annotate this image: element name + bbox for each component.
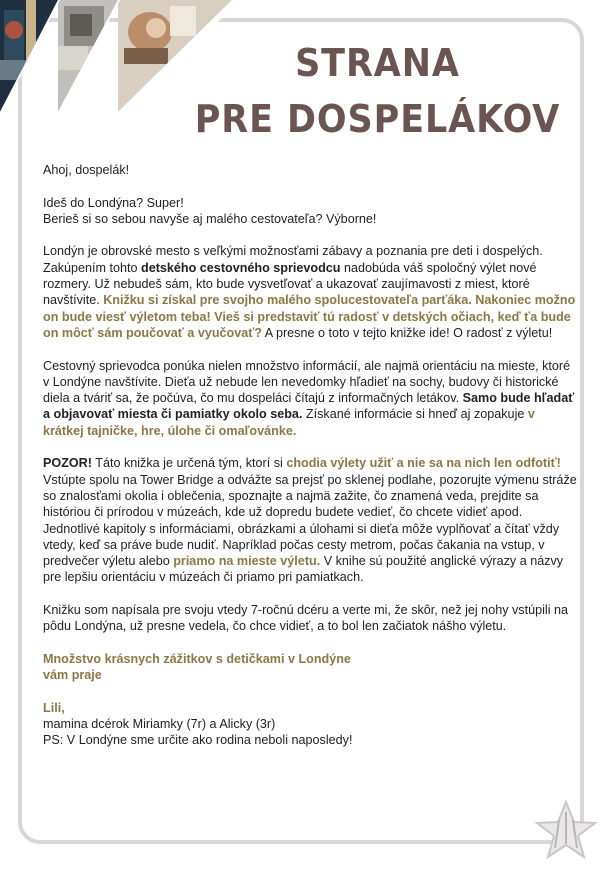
signature-name: Lili,	[43, 700, 65, 715]
text-segment: Táto knižka je určená tým, ktorí si	[91, 456, 287, 471]
closing-wish	[43, 651, 578, 684]
greeting: Ahoj, dospelák!	[43, 163, 130, 177]
letter-body	[43, 162, 578, 765]
highlight-segment: Knižku si získal pre svojho malého spolucestovateľa parťáka. Nakoniec možno on bude viesť výletom teba! Vieš si predstaviť tú radosť v detských očiach, keď ťa bude on môcť sám poučovať a vyučovať?	[43, 293, 576, 340]
text-segment: V knihe sú použité anglické výrazy a názvy pre lepšiu orientáciu v múzeách či priamo pri pamiatkach.	[43, 554, 564, 585]
paragraph-guide	[43, 358, 578, 439]
intro-line-2: Berieš si so sebou navyše aj malého cestovateľa? Výborne!	[43, 211, 377, 226]
paragraph-warning	[43, 455, 578, 585]
paragraph-intro	[43, 195, 578, 228]
warning-label: POZOR!	[43, 456, 92, 471]
page-title-line-2: PRE DOSPELÁKOV	[194, 97, 561, 141]
signature-line-1: mamina dcérok Miriamky (7r) a Alicky (3r)	[43, 717, 276, 732]
intro-line-1: Ideš do Londýna? Super!	[43, 195, 184, 210]
highlight-segment: chodia výlety užiť a nie sa na nich len odfotiť!	[286, 456, 561, 471]
highlight-segment: v krátkej tajničke, hre, úlohe či omaľovánke.	[43, 407, 535, 438]
closing-line-2: vám praje	[43, 668, 102, 683]
highlight-segment: priamo na mieste výletu.	[173, 554, 321, 569]
text-segment: Získané informácie si hneď aj zopakuje	[302, 407, 528, 422]
text-segment: Londýn je obrovské mesto s veľkými možnosťami zábavy a poznania pre deti i dospelých. Zakúpením tohto	[43, 244, 543, 275]
paragraph-london	[43, 243, 578, 341]
text-segment: Cestovný sprievodca ponúka nielen množstvo informácií, ale najmä orientáciu na mieste, ktoré v Londýne navštívite. Dieťa už nebude len nevedomky hľadieť na sochy, budovy či historické diela a tváriť sa, že počúva, čo mu dospeláci čítajú z informačných letákov.	[43, 358, 571, 406]
page-title-line-1: STRANA	[295, 41, 460, 85]
text-segment: A presne o toto v tejto knižke ide! O radosť z výletu!	[261, 325, 553, 340]
star-icon	[533, 798, 599, 864]
text-segment: nadobúda váš spoločný výlet nové rozmery. Už nebudeš sám, kto bude vysvetľovať a ukazovať zaujímavosti z miest, ktoré navštívite.	[43, 260, 537, 308]
closing-line-1: Množstvo krásnych zážitkov s detičkami v Londýne	[43, 651, 351, 666]
text-segment: Vstúpte spolu na Tower Bridge a odvážte sa prejsť po sklenej podlahe, pozorujte výmenu stráže so znalosťami okolia i oblečenia, spoznajte a najmä zažite, čo znamená veda, prejdite sa históriou či prírodou v múzeách, kde už dopredu budete vedieť, čo chcete vidieť apod. Jednotlivé kapitoly s informáciami, obrázkami a úlohami si dieťa môže vyplňovať a čítať vždy vtedy, keď sa práve bude nudiť. Napríklad počas cesty metrom, počas čakania na vstup, v predvečer výletu alebo	[43, 472, 577, 569]
signature-line-2: PS: V Londýne sme určite ako rodina neboli naposledy!	[43, 733, 353, 748]
paragraph-author: Knižku som napísala pre svoju vtedy 7-ročnú dcéru a verte mi, že skôr, než jej nohy vstúpili na pôdu Londýna, už presne vedela, čo chce vidieť, a to bol len začiatok nášho výletu.	[43, 603, 568, 634]
bold-segment: Samo bude hľadať a objavovať miesta či pamiatky okolo seba.	[43, 391, 575, 422]
signature-block	[43, 700, 578, 749]
bold-segment: detského cestovného sprievodcu	[141, 260, 341, 275]
